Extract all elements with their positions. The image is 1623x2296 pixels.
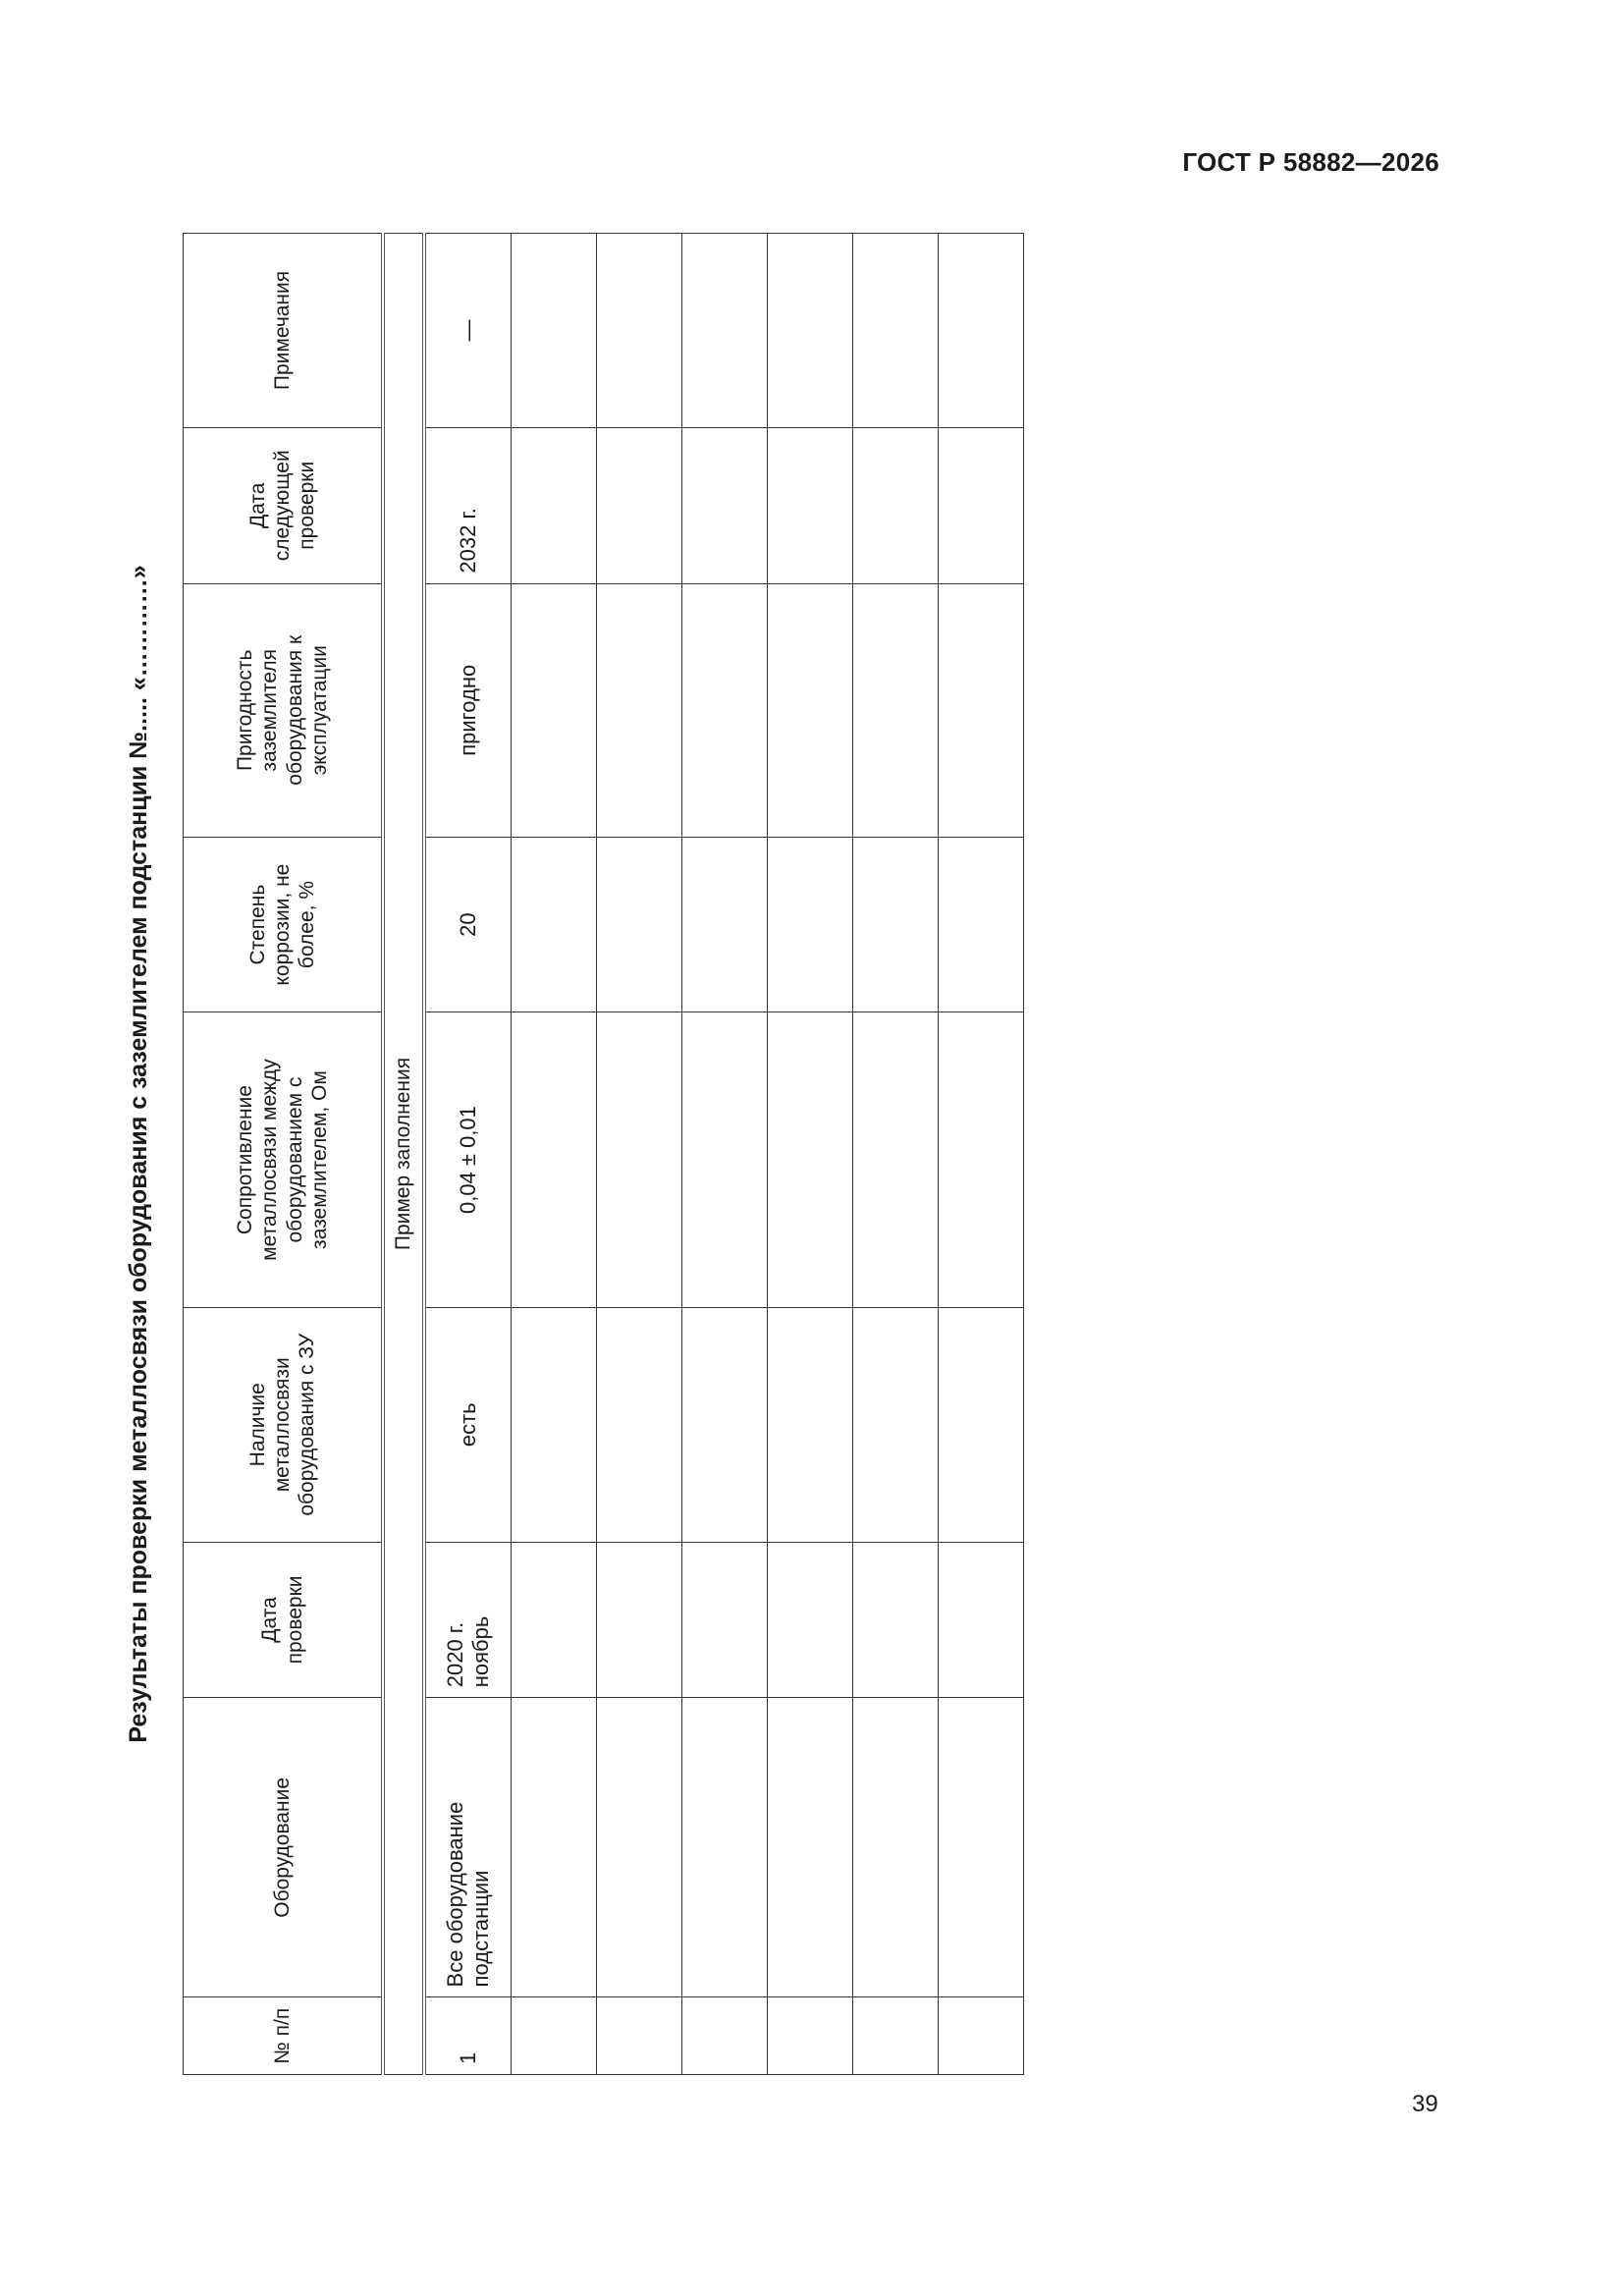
header-resistance: Сопротивление металлосвязи между оборудованием с заземлителем, Ом (184, 1012, 384, 1308)
table-row (939, 234, 1024, 2075)
empty-cell (512, 1698, 597, 1997)
empty-cell (597, 1997, 682, 2075)
cell-check-date: 2020 г. ноябрь (424, 1542, 512, 1698)
empty-cell (853, 1542, 939, 1698)
section-label (383, 234, 424, 2075)
empty-cell (939, 1012, 1024, 1308)
empty-cell (682, 234, 768, 428)
header-metal-bond: Наличие металлосвязи оборудования с ЗУ (184, 1307, 384, 1542)
empty-cell (853, 583, 939, 837)
page-number: 39 (1412, 2091, 1438, 2117)
empty-cell (768, 234, 853, 428)
cell-resistance: 0,04 ± 0,01 (424, 1012, 512, 1308)
empty-cell (939, 1698, 1024, 1997)
header-corrosion: Степень коррозии, не более, % (184, 837, 384, 1011)
empty-cell (939, 583, 1024, 837)
empty-cell (512, 583, 597, 837)
empty-cell (597, 837, 682, 1011)
empty-cell (768, 1698, 853, 1997)
empty-cell (512, 1997, 597, 2075)
cell-corrosion: 20 (424, 837, 512, 1011)
empty-cell (597, 583, 682, 837)
table-row (682, 234, 768, 2075)
empty-cell (853, 427, 939, 583)
empty-cell (512, 1307, 597, 1542)
empty-cell (597, 1012, 682, 1308)
empty-cell (939, 427, 1024, 583)
empty-cell (512, 234, 597, 428)
empty-cell (597, 234, 682, 428)
header-check-date: Дата проверки (184, 1542, 384, 1698)
empty-cell (597, 427, 682, 583)
section-row (383, 234, 424, 2075)
empty-cell (512, 837, 597, 1011)
cell-notes: — (424, 234, 512, 428)
header-suitability: Пригодность заземлителя оборудования к эксплуатации (184, 583, 384, 837)
empty-cell (768, 583, 853, 837)
empty-cell (853, 1012, 939, 1308)
standard-code: ГОСТ Р 58882—2026 (1182, 147, 1439, 177)
empty-cell (682, 1698, 768, 1997)
cell-metal-bond: есть (424, 1307, 512, 1542)
cell-next-check: 2032 г. (424, 427, 512, 583)
empty-cell (682, 1542, 768, 1698)
empty-cell (768, 1997, 853, 2075)
table-row (424, 234, 512, 2075)
table-row (853, 234, 939, 2075)
empty-cell (682, 1997, 768, 2075)
empty-cell (939, 837, 1024, 1011)
table-row (597, 234, 682, 2075)
results-table-sheet (183, 233, 887, 2075)
empty-cell (853, 1307, 939, 1542)
rotated-table-block (113, 233, 887, 2075)
empty-cell (512, 1012, 597, 1308)
empty-cell (853, 1698, 939, 1997)
empty-cell (939, 1307, 1024, 1542)
cell-number: 1 (424, 1997, 512, 2075)
empty-cell (939, 234, 1024, 428)
header-number: № п/п (184, 1997, 384, 2075)
results-table (183, 233, 1024, 2075)
empty-cell (682, 427, 768, 583)
table-row (768, 234, 853, 2075)
empty-cell (853, 837, 939, 1011)
section-label-text: Пример заполнения (392, 1057, 415, 1251)
empty-cell (682, 583, 768, 837)
table-title: Результаты проверки металлосвязи оборудования с заземлителем подстанции №..... «…………» (124, 565, 152, 1743)
table-row (512, 234, 597, 2075)
empty-cell (512, 427, 597, 583)
empty-cell (768, 1012, 853, 1308)
empty-cell (682, 1307, 768, 1542)
empty-cell (853, 1997, 939, 2075)
empty-cell (597, 1307, 682, 1542)
empty-cell (939, 1542, 1024, 1698)
empty-cell (853, 234, 939, 428)
header-notes: Примечания (184, 234, 384, 428)
empty-cell (512, 1542, 597, 1698)
cell-suitability: пригодно (424, 583, 512, 837)
cell-equipment: Все оборудование подстанции (424, 1698, 512, 1997)
empty-cell (768, 427, 853, 583)
empty-cell (768, 1307, 853, 1542)
empty-cell (597, 1542, 682, 1698)
empty-cell (682, 1012, 768, 1308)
empty-cell (768, 1542, 853, 1698)
empty-cell (682, 837, 768, 1011)
empty-cell (768, 837, 853, 1011)
empty-cell (597, 1698, 682, 1997)
empty-cell (939, 1997, 1024, 2075)
header-equipment: Оборудование (184, 1698, 384, 1997)
header-row (184, 234, 384, 2075)
header-next-check: Дата следующей проверки (184, 427, 384, 583)
